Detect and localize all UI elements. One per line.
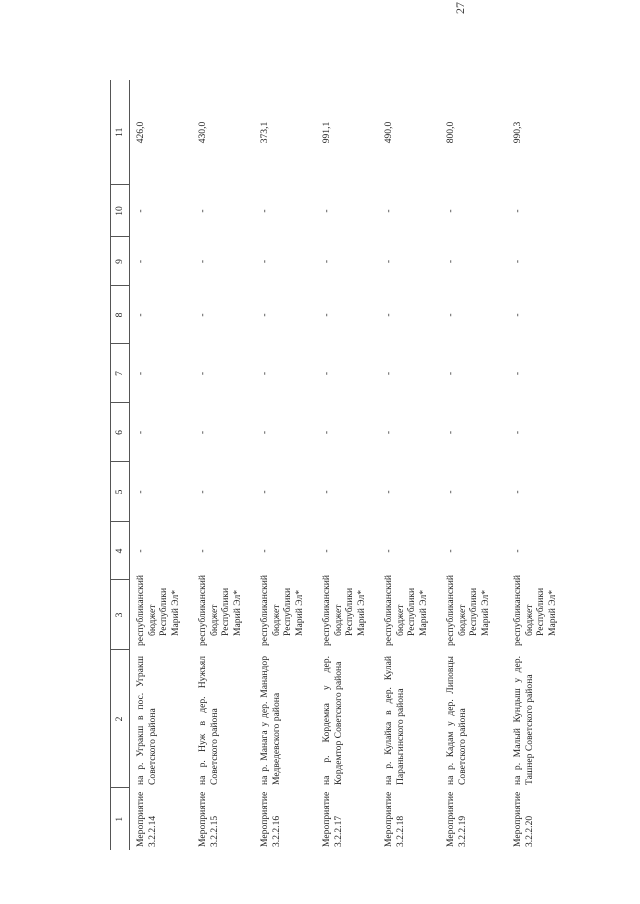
column-header: 9 <box>111 237 130 286</box>
location-cell: на р. Нуж в дер. Нужъял Советского района <box>197 656 220 785</box>
location-cell: на р. Малый Кундыш у дер. Ташнер Советского района <box>512 656 535 785</box>
column-header: 7 <box>111 344 130 403</box>
value-cell: - <box>197 209 208 213</box>
value-cell: - <box>259 313 270 317</box>
value-cell: - <box>445 259 456 264</box>
value-cell: - <box>135 490 146 494</box>
table-row <box>316 80 378 850</box>
value-cell: - <box>135 259 146 264</box>
table-row <box>507 80 569 850</box>
table-row <box>192 80 254 850</box>
measure-cell: Мероприятие 3.2.2.16 <box>259 791 282 847</box>
value-cell: - <box>135 313 146 317</box>
value-cell: - <box>259 430 270 435</box>
value-cell: - <box>383 549 394 553</box>
location-cell: на р. Кордемка у дер. Кордемтор Советского района <box>321 656 344 785</box>
value-cell: - <box>512 490 523 494</box>
measure-cell: Мероприятие 3.2.2.18 <box>383 791 406 847</box>
value-cell: - <box>383 490 394 494</box>
funding-cell: республиканский бюджет Республики Марий Эл* <box>512 574 558 646</box>
value-cell: - <box>259 490 270 494</box>
total-cell: 990,3 <box>512 121 523 144</box>
value-cell: - <box>197 549 208 553</box>
rotated-page-content <box>110 80 558 850</box>
value-cell: - <box>512 430 523 435</box>
value-cell: - <box>512 259 523 264</box>
location-cell: на р. Кулайка в дер. Кулай Параньгинского района <box>383 656 406 785</box>
column-header: 6 <box>111 403 130 462</box>
measure-cell: Мероприятие 3.2.2.17 <box>321 791 344 847</box>
value-cell: - <box>445 313 456 317</box>
location-cell: на р. Угракш в пос. Угракш Советского района <box>135 656 158 785</box>
column-header: 8 <box>111 286 130 344</box>
value-cell: - <box>445 209 456 213</box>
location-cell: на р. Манага у дер. Манандор Медведевского района <box>259 656 282 785</box>
value-cell: - <box>383 430 394 435</box>
funding-cell: республиканский бюджет Республики Марий Эл* <box>445 574 491 646</box>
total-cell: 991,1 <box>321 121 332 144</box>
funding-cell: республиканский бюджет Республики Марий Эл* <box>383 574 429 646</box>
value-cell: - <box>383 209 394 213</box>
table-row <box>440 80 507 850</box>
total-cell: 373,1 <box>259 121 270 144</box>
value-cell: - <box>135 430 146 435</box>
value-cell: - <box>383 313 394 317</box>
table-header-row <box>111 80 130 850</box>
value-cell: - <box>445 549 456 553</box>
value-cell: - <box>512 549 523 553</box>
location-cell: на р. Кадам у дер. Липовцы Советского района <box>445 656 468 785</box>
column-header: 2 <box>111 650 130 788</box>
value-cell: - <box>321 209 332 213</box>
value-cell: - <box>512 209 523 213</box>
table-row <box>378 80 440 850</box>
value-cell: - <box>445 430 456 435</box>
funding-cell: республиканский бюджет Республики Марий Эл* <box>135 574 181 646</box>
value-cell: - <box>321 430 332 435</box>
measure-cell: Мероприятие 3.2.2.14 <box>135 791 158 847</box>
value-cell: - <box>135 209 146 213</box>
funding-cell: республиканский бюджет Республики Марий Эл* <box>197 574 243 646</box>
value-cell: - <box>197 430 208 435</box>
total-cell: 430,0 <box>197 121 208 144</box>
page-number: 27 <box>453 2 467 14</box>
column-header: 1 <box>111 788 130 850</box>
value-cell: - <box>512 313 523 317</box>
value-cell: - <box>197 371 208 376</box>
column-header: 4 <box>111 522 130 580</box>
value-cell: - <box>197 259 208 264</box>
value-cell: - <box>135 549 146 553</box>
value-cell: - <box>383 259 394 264</box>
measures-table <box>110 80 569 850</box>
value-cell: - <box>512 371 523 376</box>
value-cell: - <box>321 549 332 553</box>
value-cell: - <box>321 259 332 264</box>
table-row <box>254 80 316 850</box>
measure-cell: Мероприятие 3.2.2.15 <box>197 791 220 847</box>
value-cell: - <box>197 490 208 494</box>
value-cell: - <box>259 259 270 264</box>
column-header: 3 <box>111 580 130 650</box>
total-cell: 426,0 <box>135 121 146 144</box>
column-header: 10 <box>111 185 130 237</box>
value-cell: - <box>383 371 394 376</box>
total-cell: 800,0 <box>445 121 456 144</box>
total-cell: 490,0 <box>383 121 394 144</box>
value-cell: - <box>321 371 332 376</box>
funding-cell: республиканский бюджет Республики Марий Эл* <box>321 574 367 646</box>
value-cell: - <box>321 313 332 317</box>
value-cell: - <box>259 371 270 376</box>
value-cell: - <box>135 371 146 376</box>
value-cell: - <box>445 490 456 494</box>
funding-cell: республиканский бюджет Республики Марий Эл* <box>259 574 305 646</box>
table-row <box>130 80 193 850</box>
column-header: 5 <box>111 462 130 522</box>
column-header: 11 <box>111 80 130 185</box>
measure-cell: Мероприятие 3.2.2.19 <box>445 791 468 847</box>
value-cell: - <box>321 490 332 494</box>
value-cell: - <box>259 549 270 553</box>
value-cell: - <box>445 371 456 376</box>
measure-cell: Мероприятие 3.2.2.20 <box>512 791 535 847</box>
value-cell: - <box>197 313 208 317</box>
value-cell: - <box>259 209 270 213</box>
